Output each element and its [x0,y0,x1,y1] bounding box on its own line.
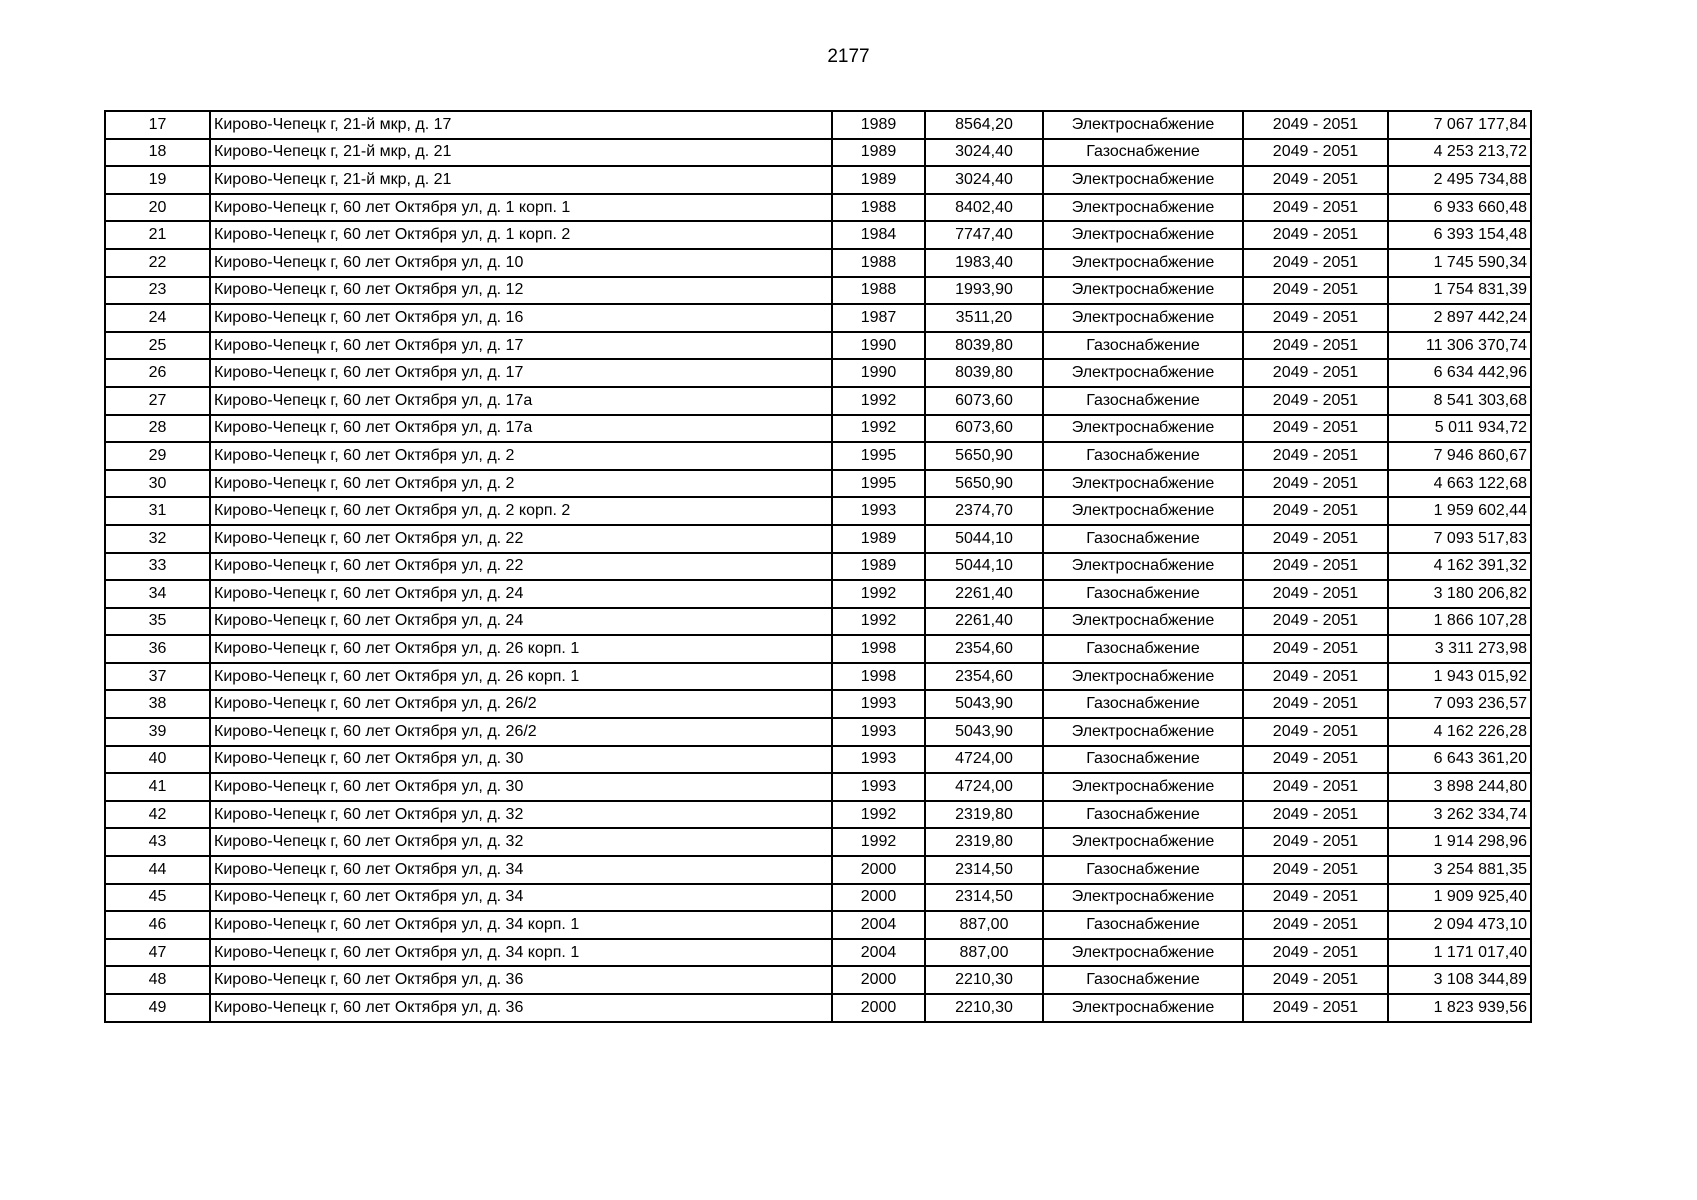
row-number-cell: 23 [105,277,210,305]
period-cell: 2049 - 2051 [1243,553,1388,581]
cost-cell: 3 262 334,74 [1388,801,1531,829]
cost-cell: 6 393 154,48 [1388,221,1531,249]
year-cell: 1984 [832,221,925,249]
cost-cell: 1 909 925,40 [1388,884,1531,912]
table-body [105,111,1531,1022]
address-cell: Кирово-Чепецк г, 60 лет Октября ул, д. 2 [210,442,832,470]
table-row [105,304,1531,332]
address-cell: Кирово-Чепецк г, 60 лет Октября ул, д. 17а [210,415,832,443]
address-cell: Кирово-Чепецк г, 60 лет Октября ул, д. 2 корп. 2 [210,497,832,525]
table-row [105,387,1531,415]
address-cell: Кирово-Чепецк г, 60 лет Октября ул, д. 34 [210,856,832,884]
row-number-cell: 35 [105,608,210,636]
service-type-cell: Газоснабжение [1043,525,1243,553]
row-number-cell: 30 [105,470,210,498]
address-cell: Кирово-Чепецк г, 60 лет Октября ул, д. 17а [210,387,832,415]
year-cell: 1993 [832,773,925,801]
year-cell: 1987 [832,304,925,332]
area-cell: 8564,20 [925,111,1043,139]
period-cell: 2049 - 2051 [1243,608,1388,636]
service-type-cell: Газоснабжение [1043,332,1243,360]
table-row [105,442,1531,470]
period-cell: 2049 - 2051 [1243,911,1388,939]
cost-cell: 6 643 361,20 [1388,746,1531,774]
address-cell: Кирово-Чепецк г, 60 лет Октября ул, д. 16 [210,304,832,332]
address-cell: Кирово-Чепецк г, 60 лет Октября ул, д. 22 [210,553,832,581]
service-type-cell: Электроснабжение [1043,194,1243,222]
year-cell: 1998 [832,663,925,691]
address-cell: Кирово-Чепецк г, 60 лет Октября ул, д. 26 корп. 1 [210,635,832,663]
address-cell: Кирово-Чепецк г, 21-й мкр, д. 21 [210,139,832,167]
cost-cell: 2 094 473,10 [1388,911,1531,939]
period-cell: 2049 - 2051 [1243,166,1388,194]
table-row [105,332,1531,360]
table-row [105,746,1531,774]
period-cell: 2049 - 2051 [1243,994,1388,1022]
table-row [105,608,1531,636]
cost-cell: 2 897 442,24 [1388,304,1531,332]
service-type-cell: Газоснабжение [1043,690,1243,718]
year-cell: 1992 [832,580,925,608]
year-cell: 1990 [832,359,925,387]
area-cell: 5043,90 [925,718,1043,746]
address-cell: Кирово-Чепецк г, 60 лет Октября ул, д. 12 [210,277,832,305]
table-row [105,801,1531,829]
area-cell: 6073,60 [925,415,1043,443]
year-cell: 1998 [832,635,925,663]
cost-cell: 7 093 517,83 [1388,525,1531,553]
area-cell: 2210,30 [925,966,1043,994]
address-cell: Кирово-Чепецк г, 60 лет Октября ул, д. 34 [210,884,832,912]
area-cell: 8402,40 [925,194,1043,222]
cost-cell: 4 162 391,32 [1388,553,1531,581]
year-cell: 2004 [832,939,925,967]
service-type-cell: Газоснабжение [1043,139,1243,167]
service-type-cell: Газоснабжение [1043,442,1243,470]
cost-cell: 7 946 860,67 [1388,442,1531,470]
period-cell: 2049 - 2051 [1243,856,1388,884]
service-type-cell: Электроснабжение [1043,939,1243,967]
data-table [104,110,1532,1023]
year-cell: 1995 [832,442,925,470]
row-number-cell: 49 [105,994,210,1022]
year-cell: 1989 [832,553,925,581]
address-cell: Кирово-Чепецк г, 60 лет Октября ул, д. 36 [210,994,832,1022]
row-number-cell: 40 [105,746,210,774]
area-cell: 5650,90 [925,470,1043,498]
address-cell: Кирово-Чепецк г, 60 лет Октября ул, д. 24 [210,580,832,608]
area-cell: 4724,00 [925,746,1043,774]
address-cell: Кирово-Чепецк г, 60 лет Октября ул, д. 26/2 [210,690,832,718]
year-cell: 1989 [832,525,925,553]
year-cell: 2004 [832,911,925,939]
row-number-cell: 44 [105,856,210,884]
period-cell: 2049 - 2051 [1243,442,1388,470]
area-cell: 1993,90 [925,277,1043,305]
cost-cell: 1 745 590,34 [1388,249,1531,277]
service-type-cell: Газоснабжение [1043,746,1243,774]
row-number-cell: 37 [105,663,210,691]
service-type-cell: Электроснабжение [1043,828,1243,856]
address-cell: Кирово-Чепецк г, 21-й мкр, д. 17 [210,111,832,139]
service-type-cell: Электроснабжение [1043,663,1243,691]
period-cell: 2049 - 2051 [1243,966,1388,994]
period-cell: 2049 - 2051 [1243,828,1388,856]
year-cell: 1989 [832,111,925,139]
table-row [105,194,1531,222]
table-row [105,773,1531,801]
table-row [105,470,1531,498]
year-cell: 1995 [832,470,925,498]
row-number-cell: 47 [105,939,210,967]
service-type-cell: Электроснабжение [1043,359,1243,387]
cost-cell: 7 067 177,84 [1388,111,1531,139]
table-row [105,221,1531,249]
period-cell: 2049 - 2051 [1243,773,1388,801]
row-number-cell: 24 [105,304,210,332]
year-cell: 1989 [832,166,925,194]
area-cell: 5043,90 [925,690,1043,718]
table-row [105,277,1531,305]
row-number-cell: 21 [105,221,210,249]
area-cell: 2314,50 [925,856,1043,884]
row-number-cell: 26 [105,359,210,387]
area-cell: 8039,80 [925,359,1043,387]
cost-cell: 1 866 107,28 [1388,608,1531,636]
table-row [105,580,1531,608]
table-row [105,111,1531,139]
cost-cell: 5 011 934,72 [1388,415,1531,443]
year-cell: 1989 [832,139,925,167]
row-number-cell: 27 [105,387,210,415]
cost-cell: 3 180 206,82 [1388,580,1531,608]
area-cell: 887,00 [925,939,1043,967]
table-row [105,690,1531,718]
address-cell: Кирово-Чепецк г, 60 лет Октября ул, д. 2 [210,470,832,498]
table-row [105,966,1531,994]
service-type-cell: Электроснабжение [1043,994,1243,1022]
area-cell: 5044,10 [925,553,1043,581]
address-cell: Кирово-Чепецк г, 60 лет Октября ул, д. 34 корп. 1 [210,939,832,967]
year-cell: 1993 [832,718,925,746]
row-number-cell: 42 [105,801,210,829]
cost-cell: 1 959 602,44 [1388,497,1531,525]
row-number-cell: 25 [105,332,210,360]
period-cell: 2049 - 2051 [1243,194,1388,222]
area-cell: 3024,40 [925,166,1043,194]
year-cell: 1988 [832,277,925,305]
address-cell: Кирово-Чепецк г, 60 лет Октября ул, д. 30 [210,773,832,801]
row-number-cell: 18 [105,139,210,167]
period-cell: 2049 - 2051 [1243,663,1388,691]
area-cell: 2319,80 [925,828,1043,856]
area-cell: 5650,90 [925,442,1043,470]
row-number-cell: 41 [105,773,210,801]
service-type-cell: Газоснабжение [1043,580,1243,608]
service-type-cell: Газоснабжение [1043,801,1243,829]
area-cell: 2210,30 [925,994,1043,1022]
row-number-cell: 17 [105,111,210,139]
year-cell: 2000 [832,884,925,912]
table-row [105,166,1531,194]
cost-cell: 3 898 244,80 [1388,773,1531,801]
row-number-cell: 45 [105,884,210,912]
year-cell: 2000 [832,966,925,994]
period-cell: 2049 - 2051 [1243,111,1388,139]
address-cell: Кирово-Чепецк г, 60 лет Октября ул, д. 32 [210,801,832,829]
period-cell: 2049 - 2051 [1243,249,1388,277]
year-cell: 1992 [832,608,925,636]
address-cell: Кирово-Чепецк г, 60 лет Октября ул, д. 22 [210,525,832,553]
period-cell: 2049 - 2051 [1243,221,1388,249]
period-cell: 2049 - 2051 [1243,635,1388,663]
service-type-cell: Газоснабжение [1043,856,1243,884]
address-cell: Кирово-Чепецк г, 60 лет Октября ул, д. 32 [210,828,832,856]
service-type-cell: Электроснабжение [1043,277,1243,305]
address-cell: Кирово-Чепецк г, 60 лет Октября ул, д. 26 корп. 1 [210,663,832,691]
table-row [105,635,1531,663]
address-cell: Кирово-Чепецк г, 60 лет Октября ул, д. 30 [210,746,832,774]
address-cell: Кирово-Чепецк г, 21-й мкр, д. 21 [210,166,832,194]
service-type-cell: Электроснабжение [1043,884,1243,912]
table-row [105,856,1531,884]
service-type-cell: Газоснабжение [1043,635,1243,663]
area-cell: 8039,80 [925,332,1043,360]
service-type-cell: Электроснабжение [1043,166,1243,194]
cost-cell: 6 933 660,48 [1388,194,1531,222]
address-cell: Кирово-Чепецк г, 60 лет Октября ул, д. 34 корп. 1 [210,911,832,939]
area-cell: 2319,80 [925,801,1043,829]
address-cell: Кирово-Чепецк г, 60 лет Октября ул, д. 24 [210,608,832,636]
service-type-cell: Электроснабжение [1043,608,1243,636]
service-type-cell: Электроснабжение [1043,249,1243,277]
table-row [105,828,1531,856]
row-number-cell: 19 [105,166,210,194]
table-row [105,249,1531,277]
row-number-cell: 39 [105,718,210,746]
period-cell: 2049 - 2051 [1243,718,1388,746]
year-cell: 1992 [832,828,925,856]
service-type-cell: Электроснабжение [1043,415,1243,443]
period-cell: 2049 - 2051 [1243,525,1388,553]
period-cell: 2049 - 2051 [1243,939,1388,967]
area-cell: 2261,40 [925,608,1043,636]
year-cell: 1988 [832,249,925,277]
area-cell: 887,00 [925,911,1043,939]
service-type-cell: Электроснабжение [1043,773,1243,801]
address-cell: Кирово-Чепецк г, 60 лет Октября ул, д. 1 корп. 2 [210,221,832,249]
period-cell: 2049 - 2051 [1243,801,1388,829]
period-cell: 2049 - 2051 [1243,359,1388,387]
table-row [105,884,1531,912]
cost-cell: 1 943 015,92 [1388,663,1531,691]
cost-cell: 1 823 939,56 [1388,994,1531,1022]
service-type-cell: Электроснабжение [1043,718,1243,746]
row-number-cell: 34 [105,580,210,608]
row-number-cell: 43 [105,828,210,856]
table-row [105,525,1531,553]
table-row [105,415,1531,443]
period-cell: 2049 - 2051 [1243,497,1388,525]
year-cell: 2000 [832,994,925,1022]
cost-cell: 3 108 344,89 [1388,966,1531,994]
area-cell: 2354,60 [925,635,1043,663]
year-cell: 1988 [832,194,925,222]
area-cell: 1983,40 [925,249,1043,277]
year-cell: 1993 [832,746,925,774]
year-cell: 1992 [832,387,925,415]
table-container [104,110,1530,1023]
period-cell: 2049 - 2051 [1243,139,1388,167]
service-type-cell: Электроснабжение [1043,221,1243,249]
service-type-cell: Электроснабжение [1043,111,1243,139]
cost-cell: 8 541 303,68 [1388,387,1531,415]
period-cell: 2049 - 2051 [1243,690,1388,718]
cost-cell: 6 634 442,96 [1388,359,1531,387]
row-number-cell: 29 [105,442,210,470]
table-row [105,663,1531,691]
cost-cell: 11 306 370,74 [1388,332,1531,360]
row-number-cell: 48 [105,966,210,994]
cost-cell: 3 311 273,98 [1388,635,1531,663]
area-cell: 3511,20 [925,304,1043,332]
area-cell: 4724,00 [925,773,1043,801]
year-cell: 1993 [832,497,925,525]
cost-cell: 1 914 298,96 [1388,828,1531,856]
row-number-cell: 20 [105,194,210,222]
cost-cell: 3 254 881,35 [1388,856,1531,884]
cost-cell: 4 663 122,68 [1388,470,1531,498]
table-row [105,359,1531,387]
address-cell: Кирово-Чепецк г, 60 лет Октября ул, д. 36 [210,966,832,994]
area-cell: 3024,40 [925,139,1043,167]
area-cell: 2314,50 [925,884,1043,912]
cost-cell: 7 093 236,57 [1388,690,1531,718]
area-cell: 2354,60 [925,663,1043,691]
area-cell: 2374,70 [925,497,1043,525]
period-cell: 2049 - 2051 [1243,387,1388,415]
table-row [105,553,1531,581]
page-number: 2177 [827,46,870,67]
cost-cell: 1 171 017,40 [1388,939,1531,967]
table-row [105,911,1531,939]
row-number-cell: 38 [105,690,210,718]
period-cell: 2049 - 2051 [1243,332,1388,360]
row-number-cell: 28 [105,415,210,443]
table-row [105,994,1531,1022]
area-cell: 6073,60 [925,387,1043,415]
cost-cell: 1 754 831,39 [1388,277,1531,305]
period-cell: 2049 - 2051 [1243,884,1388,912]
row-number-cell: 33 [105,553,210,581]
row-number-cell: 31 [105,497,210,525]
area-cell: 2261,40 [925,580,1043,608]
service-type-cell: Электроснабжение [1043,553,1243,581]
service-type-cell: Электроснабжение [1043,497,1243,525]
cost-cell: 4 253 213,72 [1388,139,1531,167]
year-cell: 1992 [832,415,925,443]
row-number-cell: 36 [105,635,210,663]
period-cell: 2049 - 2051 [1243,746,1388,774]
service-type-cell: Газоснабжение [1043,911,1243,939]
period-cell: 2049 - 2051 [1243,304,1388,332]
period-cell: 2049 - 2051 [1243,470,1388,498]
address-cell: Кирово-Чепецк г, 60 лет Октября ул, д. 17 [210,332,832,360]
year-cell: 1993 [832,690,925,718]
table-row [105,139,1531,167]
address-cell: Кирово-Чепецк г, 60 лет Октября ул, д. 1 корп. 1 [210,194,832,222]
row-number-cell: 22 [105,249,210,277]
table-row [105,939,1531,967]
period-cell: 2049 - 2051 [1243,415,1388,443]
service-type-cell: Электроснабжение [1043,470,1243,498]
period-cell: 2049 - 2051 [1243,277,1388,305]
period-cell: 2049 - 2051 [1243,580,1388,608]
year-cell: 1990 [832,332,925,360]
address-cell: Кирово-Чепецк г, 60 лет Октября ул, д. 10 [210,249,832,277]
address-cell: Кирово-Чепецк г, 60 лет Октября ул, д. 17 [210,359,832,387]
row-number-cell: 46 [105,911,210,939]
row-number-cell: 32 [105,525,210,553]
address-cell: Кирово-Чепецк г, 60 лет Октября ул, д. 26/2 [210,718,832,746]
year-cell: 1992 [832,801,925,829]
service-type-cell: Газоснабжение [1043,387,1243,415]
service-type-cell: Электроснабжение [1043,304,1243,332]
cost-cell: 2 495 734,88 [1388,166,1531,194]
table-row [105,718,1531,746]
area-cell: 5044,10 [925,525,1043,553]
service-type-cell: Газоснабжение [1043,966,1243,994]
table-row [105,497,1531,525]
area-cell: 7747,40 [925,221,1043,249]
cost-cell: 4 162 226,28 [1388,718,1531,746]
year-cell: 2000 [832,856,925,884]
